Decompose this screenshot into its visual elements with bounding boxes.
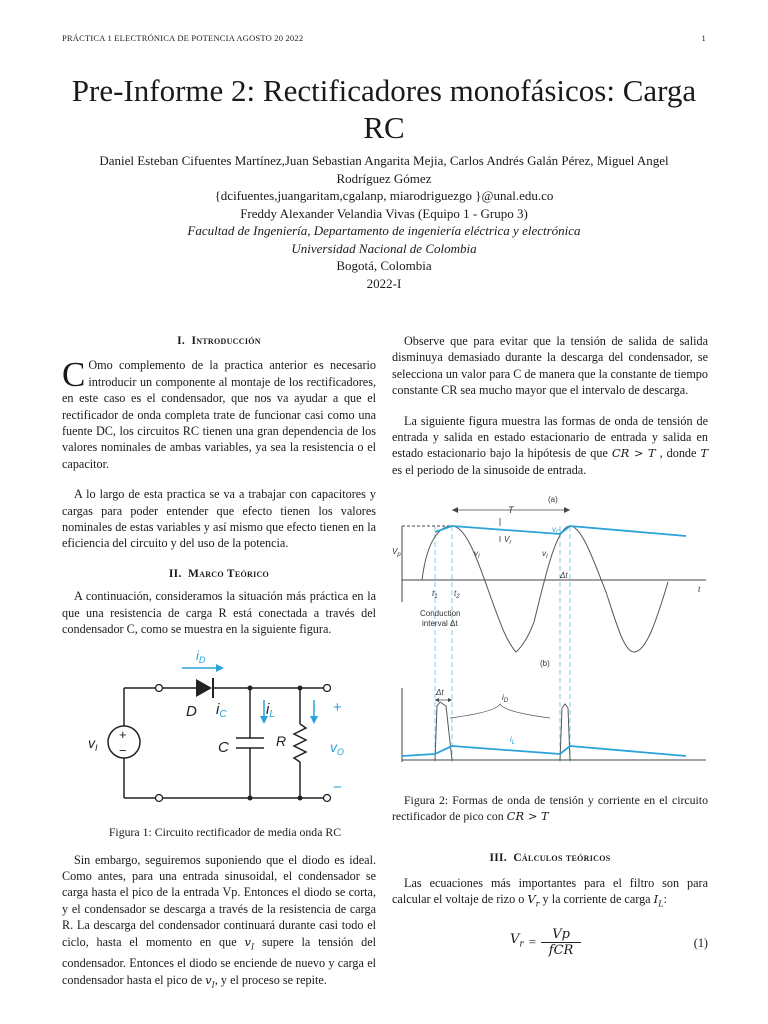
right-paragraph-1: Observe que para evitar que la tensión de salida de salida disminuya demasiado durante la descarga del condensador, se selecciona un valor para C de manera que la constante de tiempo constante CR sea mucho mayor que el intervalo de descarga.: [392, 334, 708, 398]
output-minus: −: [333, 778, 342, 796]
eq-fraction: Vp fCR: [541, 927, 581, 958]
paper-title: [40, 72, 728, 146]
title-line-2: RC: [363, 110, 405, 145]
equation-1: $V_r$ = Vp fCR (1): [510, 926, 708, 958]
label-iD: $i_D$: [196, 647, 206, 665]
theory-paragraph-2: Sin embargo, seguiremos suponiendo que el diodo es ideal. Como antes, para una entrada sinusoidal, el condensador se carga hasta el pico de la entrada Vp. Entonces el diodo se corta, y el condensador se descarga a través de la resistencia de carga R. La descarga del condensador continuará durante casi todo el ciclo, hasta el momento en que $v_I$ supere la tensión del condensador. Entonces el diodo se enciende de nuevo y carga el condensador hasta el pico de $v_I$, y el proceso se repite.: [62, 852, 377, 990]
eq-lhs: $V_r$: [510, 931, 524, 950]
author-emails: {dcifuentes,juangaritam,cgalanp, miarodriguezgo }@unal.edu.co: [214, 188, 554, 203]
label-iL: $i_L$: [266, 700, 275, 720]
author-names-cont: Rodríguez Gómez: [336, 170, 432, 186]
label-t1: $t_1$: [432, 589, 438, 601]
label-resistor-R: R: [276, 732, 287, 749]
label-diode-D: D: [186, 702, 197, 720]
right-paragraph-2: La siguiente figura muestra las formas de onda de tensión de entrada y salida en estado estacionario de entrada y salida en estado estacionario bajo la hipótesis de que CR > T , donde T es el periodo de la sinusoide de entrada.: [392, 413, 709, 477]
university-line: Universidad Nacional de Colombia: [291, 240, 477, 256]
label-b: (b): [540, 659, 550, 669]
section-heading-theory: II. Marco Teórico: [168, 567, 270, 580]
section-heading-calc: III. Cálculos teóricos: [489, 852, 611, 865]
intro-paragraph-2: A lo largo de esta practica se va a trabajar con capacitores y cargas para poder entender que efecto tienen los valores nominales de estas variables y así mismo que efecto tienen en la eficiencia del circuito y del uso de la potencia.: [62, 487, 376, 551]
diode-symbol: [196, 679, 212, 697]
label-iC: $i_C$: [216, 700, 227, 720]
label-delta-t-1: Δt: [560, 571, 568, 581]
label-a: (a): [548, 495, 558, 505]
right-column: [392, 333, 708, 967]
figure-2-caption: Figura 2: Formas de onda de tensión y corriente en el circuito rectificador de pico con CR > T: [392, 793, 708, 824]
label-iL: $i_L$: [510, 735, 516, 747]
faculty-line: Facultad de Ingeniería, Departamento de ingeniería eléctrica y electrónica: [187, 223, 581, 238]
label-capacitor-C: C: [218, 738, 229, 756]
label-vO: $v_O$: [330, 738, 345, 757]
page-number: 1: [701, 33, 706, 43]
city-line: Bogotá, Colombia: [336, 258, 432, 273]
author-block: [60, 152, 708, 292]
label-T: T: [508, 505, 514, 516]
output-plus: +: [333, 698, 342, 716]
running-header: [62, 33, 706, 43]
equation-number: (1): [693, 935, 708, 950]
figure-1-caption: Figura 1: Circuito rectificador de media onda RC: [108, 824, 342, 839]
left-column: [62, 333, 376, 994]
label-conduction: Conduction: [420, 609, 461, 619]
label-vO: $v_O$: [552, 525, 561, 537]
section-heading-intro: I. Introducción: [177, 335, 261, 347]
term-line: 2022-I: [366, 275, 402, 291]
source-minus: −: [119, 742, 127, 758]
drop-cap: C: [62, 355, 86, 395]
label-vI-2: $v_I$: [542, 549, 548, 561]
label-Vp: $V_p$: [392, 547, 401, 559]
rc-rectifier-circuit-diagram: [62, 646, 376, 818]
theory-paragraph-1: A continuación, consideramos la situación más práctica en la que una resistencia de carga R está conectada a través del condensador C, como se muestra en la siguiente figura.: [62, 589, 376, 637]
calc-paragraph-1: Las ecuaciones más importantes para el filtro son para calcular el voltaje de rizo o $V_r$ y la corriente de carga $I_L$:: [392, 875, 708, 909]
label-conduction-interval: interval Δt: [422, 619, 458, 629]
title-line-1: Pre-Informe 2: Rectificadores monofásicos: Carga: [71, 73, 697, 108]
intro-paragraph-1: C Omo complemento de la practica anterior es necesario introducir un componente al montaje de los rectificadores, en este caso es el condensador, que nos va ayudar a que el rectificador de onda completa trate de funcionar casi como una fuente DC, los circuitos RC tienen una gran dependencia de los valores nominales de ambas variables, ya sea la resistencia o el capacitor.: [62, 355, 376, 471]
advisor-line: Freddy Alexander Velandia Vivas (Equipo 1 - Grupo 3): [240, 205, 528, 221]
label-vI-1: $v_I$: [474, 549, 480, 561]
running-title: PRÁCTICA 1 ELECTRÓNICA DE POTENCIA AGOSTO 20 2022: [62, 33, 304, 43]
source-plus: +: [119, 726, 127, 742]
label-Vr: $V_r$: [504, 535, 512, 547]
label-delta-t-2: Δt: [436, 688, 444, 698]
label-t-axis: t: [698, 585, 701, 595]
author-names: Daniel Esteban Cifuentes Martínez,Juan Sebastian Angarita Mejia, Carlos Andrés Galán Pérez, Miguel Angel: [99, 153, 669, 168]
label-t2: $t_2$: [454, 589, 460, 601]
label-iD: $i_D$: [502, 693, 509, 705]
waveform-figure: [392, 492, 708, 778]
label-vI: $v_I$: [88, 734, 98, 753]
